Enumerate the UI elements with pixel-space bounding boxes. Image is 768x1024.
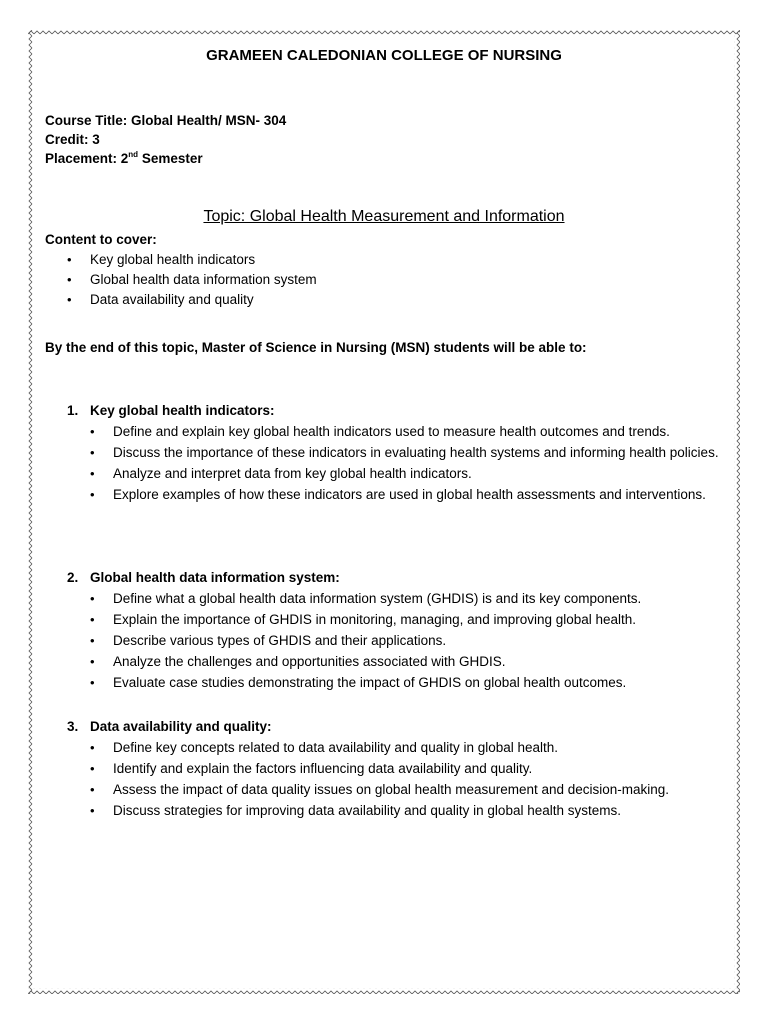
bullet-icon: • [67, 252, 72, 267]
placement-ordinal: nd [128, 150, 139, 159]
section-data-availability-quality [45, 716, 723, 821]
topic-heading: Topic: Global Health Measurement and Information [203, 208, 565, 225]
college-name: GRAMEEN CALEDONIAN COLLEGE OF NURSING [206, 47, 562, 64]
bullet-icon: • [67, 292, 72, 307]
section-data-information-system [45, 567, 723, 693]
bullet-icon: • [90, 466, 95, 481]
bullet-icon: • [90, 675, 95, 690]
page-border [28, 30, 740, 994]
course-info [45, 111, 286, 168]
bullet-icon: • [90, 591, 95, 606]
list-item: • Global health data information system [45, 270, 317, 290]
bullet-icon: • [90, 654, 95, 669]
bullet-icon: • [67, 272, 72, 287]
section-number: 1. [67, 403, 79, 418]
bullet-icon: • [90, 445, 95, 460]
objective-list [45, 737, 723, 821]
bullet-icon: • [90, 740, 95, 755]
list-item: • Discuss strategies for improving data availability and quality in global health systems. [45, 800, 723, 821]
section-title: 3. Data availability and quality: [45, 716, 723, 737]
bullet-icon: • [90, 782, 95, 797]
section-number: 3. [67, 719, 79, 734]
list-item: • Define and explain key global health indicators used to measure health outcomes and trends. [45, 421, 723, 442]
section-title: 1. Key global health indicators: [45, 400, 723, 421]
list-item: • Describe various types of GHDIS and their applications. [45, 630, 723, 651]
list-item: • Key global health indicators [45, 250, 317, 270]
bullet-icon: • [90, 487, 95, 502]
list-item: • Data availability and quality [45, 290, 317, 310]
list-item: • Assess the impact of data quality issues on global health measurement and decision-making. [45, 779, 723, 800]
bullet-icon: • [90, 424, 95, 439]
content-label: Content to cover: [45, 232, 157, 247]
course-credit: Credit: 3 [45, 132, 100, 147]
list-item: • Discuss the importance of these indicators in evaluating health systems and informing health policies. [45, 442, 723, 463]
list-item: • Analyze and interpret data from key global health indicators. [45, 463, 723, 484]
list-item: • Explain the importance of GHDIS in monitoring, managing, and improving global health. [45, 609, 723, 630]
objective-list [45, 588, 723, 693]
bullet-icon: • [90, 633, 95, 648]
list-item: • Analyze the challenges and opportunities associated with GHDIS. [45, 651, 723, 672]
list-item: • Identify and explain the factors influencing data availability and quality. [45, 758, 723, 779]
bullet-icon: • [90, 761, 95, 776]
course-title: Course Title: Global Health/ MSN- 304 [45, 113, 287, 128]
list-item: • Explore examples of how these indicators are used in global health assessments and interventions. [45, 484, 723, 505]
section-title: 2. Global health data information system: [45, 567, 723, 588]
bullet-icon: • [90, 612, 95, 627]
objective-list [45, 421, 723, 505]
list-item: • Define what a global health data information system (GHDIS) is and its key components. [45, 588, 723, 609]
list-item: • Define key concepts related to data availability and quality in global health. [45, 737, 723, 758]
objectives-intro: By the end of this topic, Master of Science in Nursing (MSN) students will be able to: [45, 340, 587, 355]
bullet-icon: • [90, 803, 95, 818]
list-item: • Evaluate case studies demonstrating the impact of GHDIS on global health outcomes. [45, 672, 723, 693]
content-list [45, 250, 317, 310]
section-number: 2. [67, 570, 79, 585]
section-key-indicators [45, 400, 723, 505]
course-placement: Placement: 2nd Semester [45, 150, 203, 166]
